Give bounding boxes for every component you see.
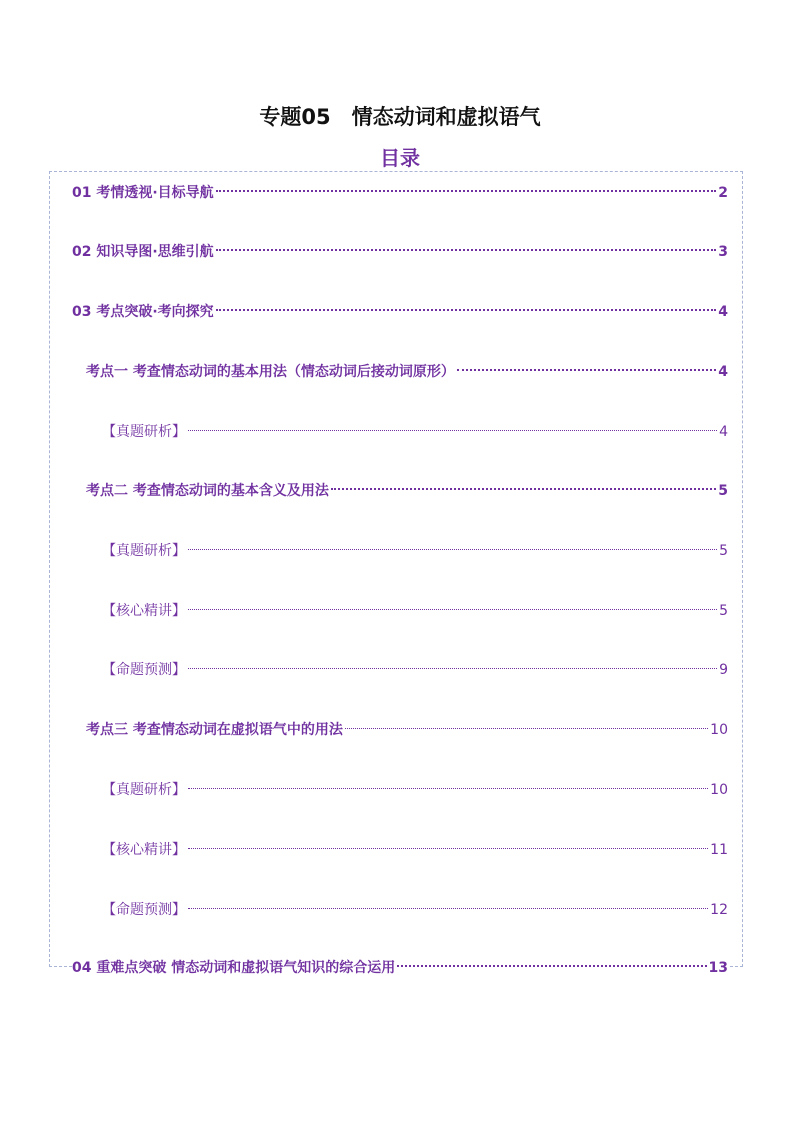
toc-leader [345,728,708,729]
toc-entry-label: 【命题预测】 [102,662,186,678]
toc-leader [188,549,717,550]
toc-leader [216,309,717,311]
toc-entry-page: 5 [718,483,728,499]
toc-entry[interactable] [86,719,728,741]
toc-entry-page: 12 [710,902,728,918]
toc-entry[interactable] [72,301,728,323]
toc-leader [188,848,708,849]
toc-entry[interactable] [102,899,728,921]
toc-leader [331,488,716,490]
toc-leader [188,668,717,669]
toc-entry-page: 4 [719,424,728,440]
toc-entry-page: 10 [710,722,728,738]
toc-entry-page: 5 [719,603,728,619]
toc-entry[interactable] [72,957,728,979]
toc-entry-label: 04 重难点突破 情态动词和虚拟语气知识的综合运用 [72,960,396,976]
toc-entry[interactable] [86,480,728,502]
toc-entry[interactable] [102,779,728,801]
toc-leader [188,609,717,610]
toc-leader [397,965,706,967]
toc-entry-page: 11 [710,842,728,858]
toc-leader [188,430,717,431]
toc-entry-label: 【真题研析】 [102,424,186,440]
toc-heading: 目录 [380,146,420,170]
toc-entry-label: 【真题研析】 [102,543,186,559]
toc-entry-label: 考点二 考查情态动词的基本含义及用法 [86,483,329,499]
toc-entry-page: 10 [710,782,728,798]
toc-entry-label: 考点三 考查情态动词在虚拟语气中的用法 [86,722,343,738]
toc-entry-page: 2 [718,185,728,201]
toc-entry[interactable] [72,241,728,263]
toc-leader [188,788,708,789]
toc-leader [188,908,708,909]
toc-entry-page: 5 [719,543,728,559]
toc-entry-page: 3 [718,244,728,260]
toc-entry[interactable] [102,540,728,562]
toc-entry-label: 【命题预测】 [102,902,186,918]
document-title: 专题05 情态动词和虚拟语气 [259,105,541,129]
toc-entry[interactable] [102,659,728,681]
toc-entry-label: 01 考情透视·目标导航 [72,185,214,201]
toc-leader [216,190,717,192]
toc-entry-label: 【核心精讲】 [102,842,186,858]
toc-entry-label: 【核心精讲】 [102,603,186,619]
toc-entry[interactable] [86,361,728,383]
toc-leader [216,249,717,251]
toc-leader [457,369,716,371]
toc-entry-page: 13 [708,960,728,976]
toc-entry[interactable] [102,421,728,443]
toc-entry-page: 9 [719,662,728,678]
toc-entry-label: 02 知识导图·思维引航 [72,244,214,260]
toc-entry-page: 4 [718,364,728,380]
toc-entry[interactable] [72,182,728,204]
toc-entry-label: 【真题研析】 [102,782,186,798]
toc-entry[interactable] [102,839,728,861]
toc-entry-label: 考点一 考查情态动词的基本用法（情态动词后接动词原形） [86,364,455,380]
toc-entry-page: 4 [718,304,728,320]
toc-entry-label: 03 考点突破·考向探究 [72,304,214,320]
toc-entry[interactable] [102,600,728,622]
